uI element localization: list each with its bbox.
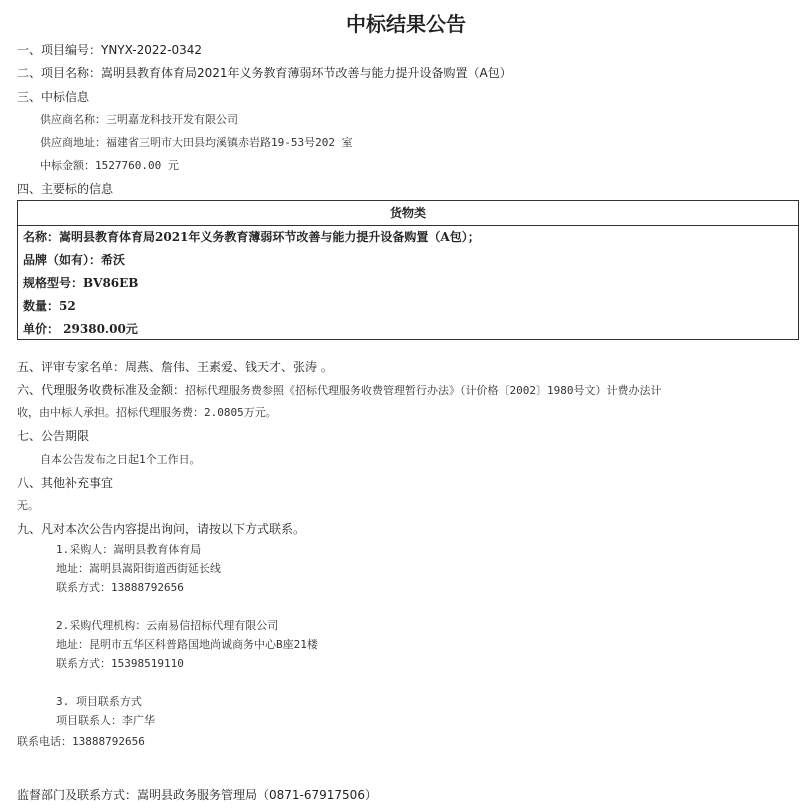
goods-price-row: 单价： 29380.00元	[23, 322, 138, 336]
notice-period-heading: 七、公告期限	[17, 429, 90, 443]
agency-fee-line1	[17, 382, 662, 399]
page-title: 中标结果公告	[346, 12, 466, 36]
supplier-name: 供应商名称：三明嘉龙科技开发有限公司	[40, 113, 238, 126]
agency-fee-line2: 收，由中标人承担。招标代理服务费：2.0805万元。	[17, 406, 277, 419]
purchaser-label: 1.采购人：嵩明县教育体育局	[56, 543, 202, 556]
project-contact-label: 3. 项目联系方式	[56, 695, 142, 708]
purchaser-contact: 联系方式：13888792656	[56, 581, 184, 594]
agency-fee-text: 招标代理服务费参照《招标代理服务收费管理暂行办法》（计价格〔2002〕1980号文）计费办法计	[185, 384, 662, 397]
goods-name-row: 名称：嵩明县教育体育局2021年义务教育薄弱环节改善与能力提升设备购置（A包）；	[23, 230, 480, 244]
notice-period-text: 自本公告发布之日起1个工作日。	[40, 453, 201, 466]
expert-list: 五、评审专家名单：周燕、詹伟、王素爱、钱天才、张涛 。	[17, 360, 333, 374]
supplier-address: 供应商地址：福建省三明市大田县均溪镇赤岩路19-53号202 室	[40, 136, 353, 149]
other-matters-text: 无。	[17, 499, 39, 512]
goods-quantity-row: 数量：52	[23, 299, 76, 313]
bid-amount: 中标金额：1527760.00 元	[40, 159, 179, 172]
goods-brand-row: 品牌（如有）：希沃	[23, 253, 126, 267]
project-number: 一、项目编号：YNYX-2022-0342	[17, 43, 202, 57]
agency-label: 2.采购代理机构：云南易信招标代理有限公司	[56, 619, 279, 632]
goods-model-row: 规格型号：BV86EB	[23, 276, 139, 290]
contact-heading: 九、凡对本次公告内容提出询问，请按以下方式联系。	[17, 522, 306, 536]
bid-info-heading: 三、中标信息	[17, 90, 90, 104]
agency-address: 地址：昆明市五华区科普路国地尚诚商务中心B座21楼	[56, 638, 318, 651]
goods-table	[17, 200, 799, 340]
agency-fee-prefix: 六、代理服务收费标准及金额：	[17, 383, 186, 397]
project-contact-person: 项目联系人：李广华	[56, 714, 155, 727]
contact-phone: 联系电话：13888792656	[17, 735, 145, 748]
goods-table-header: 货物类	[18, 201, 798, 226]
supervision-footer: 监督部门及联系方式：嵩明县政务服务管理局（0871-67917506）	[17, 788, 377, 802]
project-name: 二、项目名称：嵩明县教育体育局2021年义务教育薄弱环节改善与能力提升设备购置（A包）	[17, 66, 512, 80]
other-matters-heading: 八、其他补充事宜	[17, 476, 114, 490]
purchaser-address: 地址：嵩明县嵩阳街道西街延长线	[56, 562, 221, 575]
agency-contact: 联系方式：15398519110	[56, 657, 184, 670]
main-subject-heading: 四、主要标的信息	[17, 182, 114, 196]
